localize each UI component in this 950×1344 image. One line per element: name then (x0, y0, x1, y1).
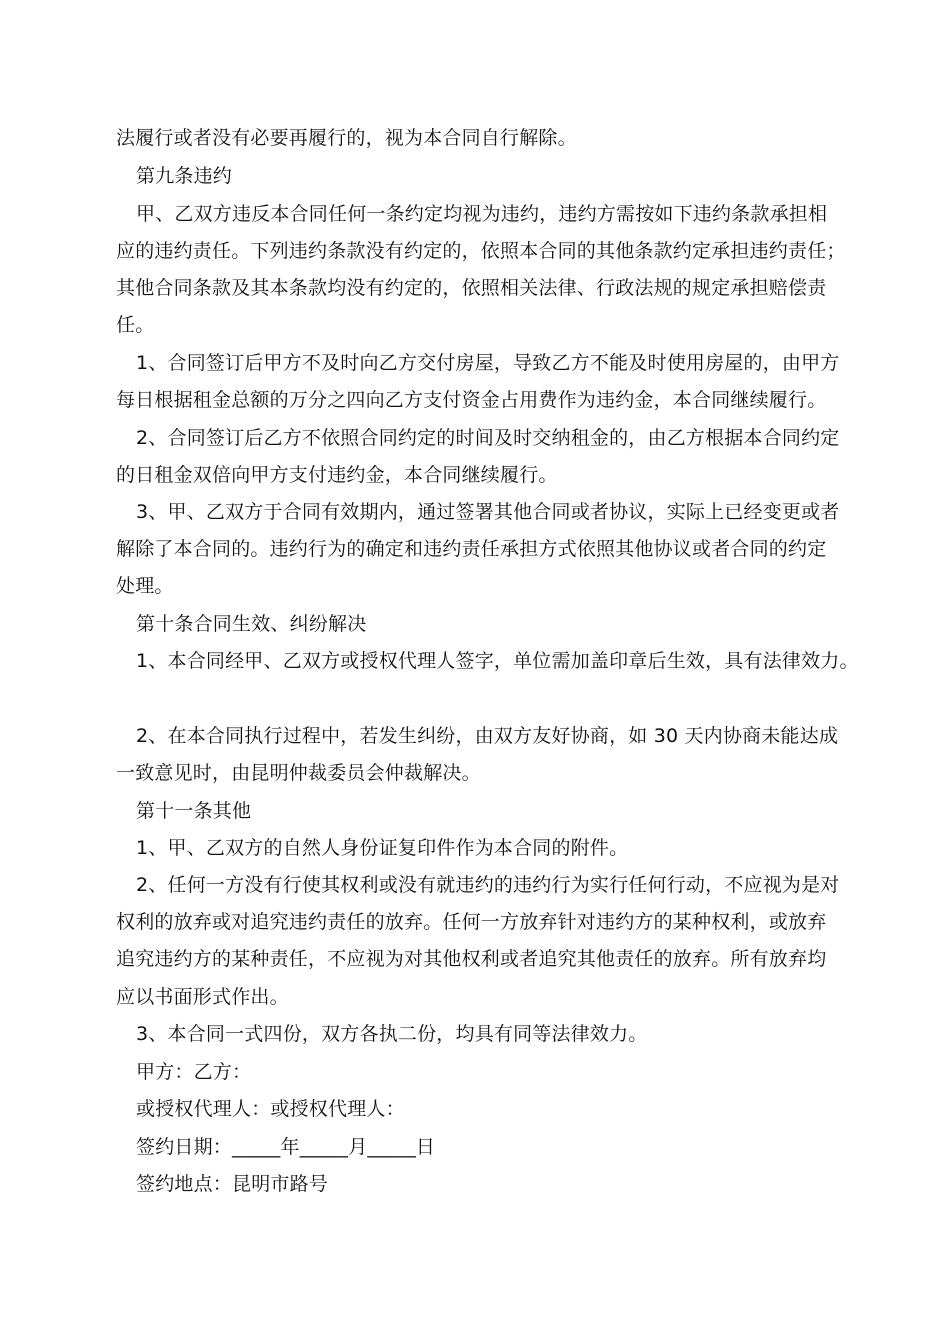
signature-agents: 或授权代理人：或授权代理人： (136, 1098, 405, 1120)
paragraph-line: 解除了本合同的。违约行为的确定和违约责任承担方式依照其他协议或者合同的约定 (116, 538, 827, 560)
paragraph-line: 1、本合同经甲、乙双方或授权代理人签字，单位需加盖印章后生效，具有法律效力。 (136, 650, 859, 672)
paragraph-line: 法履行或者没有必要再履行的，视为本合同自行解除。 (116, 127, 577, 149)
section-heading: 第十条合同生效、纠纷解决 (136, 613, 367, 635)
paragraph-line: 甲、乙双方违反本合同任何一条约定均视为违约，违约方需按如下违约条款承担相 (136, 203, 828, 225)
paragraph-line: 的日租金双倍向甲方支付违约金，本合同继续履行。 (116, 464, 558, 486)
paragraph-line: 任。 (116, 314, 155, 336)
paragraph-line: 3、本合同一式四份，双方各执二份，均具有同等法律效力。 (136, 1023, 648, 1045)
paragraph-line: 1、甲、乙双方的自然人身份证复印件作为本合同的附件。 (136, 837, 629, 859)
paragraph-line: 一致意见时，由昆明仲裁委员会仲裁解决。 (116, 762, 481, 784)
section-heading: 第九条违约 (136, 165, 233, 187)
paragraph-line: 处理。 (116, 575, 174, 597)
paragraph-line: 3、甲、乙双方于合同有效期内，通过签署其他合同或者协议，实际上已经变更或者 (136, 501, 840, 523)
paragraph-line: 1、合同签订后甲方不及时向乙方交付房屋，导致乙方不能及时使用房屋的，由甲方 (136, 352, 840, 374)
section-heading: 第十一条其他 (136, 800, 252, 822)
paragraph-line: 2、合同签订后乙方不依照合同约定的时间及时交纳租金的，由乙方根据本合同约定 (136, 427, 840, 449)
paragraph-line: 应的违约责任。下列违约条款没有约定的，依照本合同的其他条款约定承担违约责任； (116, 240, 846, 262)
paragraph-line: 追究违约方的某种责任，不应视为对其他权利或者追究其他责任的放弃。所有放弃均 (116, 948, 827, 970)
paragraph-line: 应以书面形式作出。 (116, 986, 289, 1008)
signing-location: 签约地点：昆明市路号 (136, 1173, 329, 1195)
paragraph-line: 2、在本合同执行过程中，若发生纠纷，由双方友好协商，如 30 天内协商未能达成 (136, 725, 839, 747)
paragraph-line: 2、任何一方没有行使其权利或没有就违约的违约行为实行任何行动，不应视为是对 (136, 874, 840, 896)
paragraph-line: 权利的放弃或对追究违约责任的放弃。任何一方放弃针对违约方的某种权利，或放弃 (116, 911, 827, 933)
paragraph-line: 其他合同条款及其本条款均没有约定的，依照相关法律、行政法规的规定承担赔偿责 (116, 277, 827, 299)
paragraph-line: 每日根据租金总额的万分之四向乙方支付资金占用费作为违约金，本合同继续履行。 (116, 389, 827, 411)
signature-parties: 甲方：乙方： (136, 1061, 252, 1083)
signing-date: 签约日期：_____年_____月_____日 (136, 1136, 436, 1158)
